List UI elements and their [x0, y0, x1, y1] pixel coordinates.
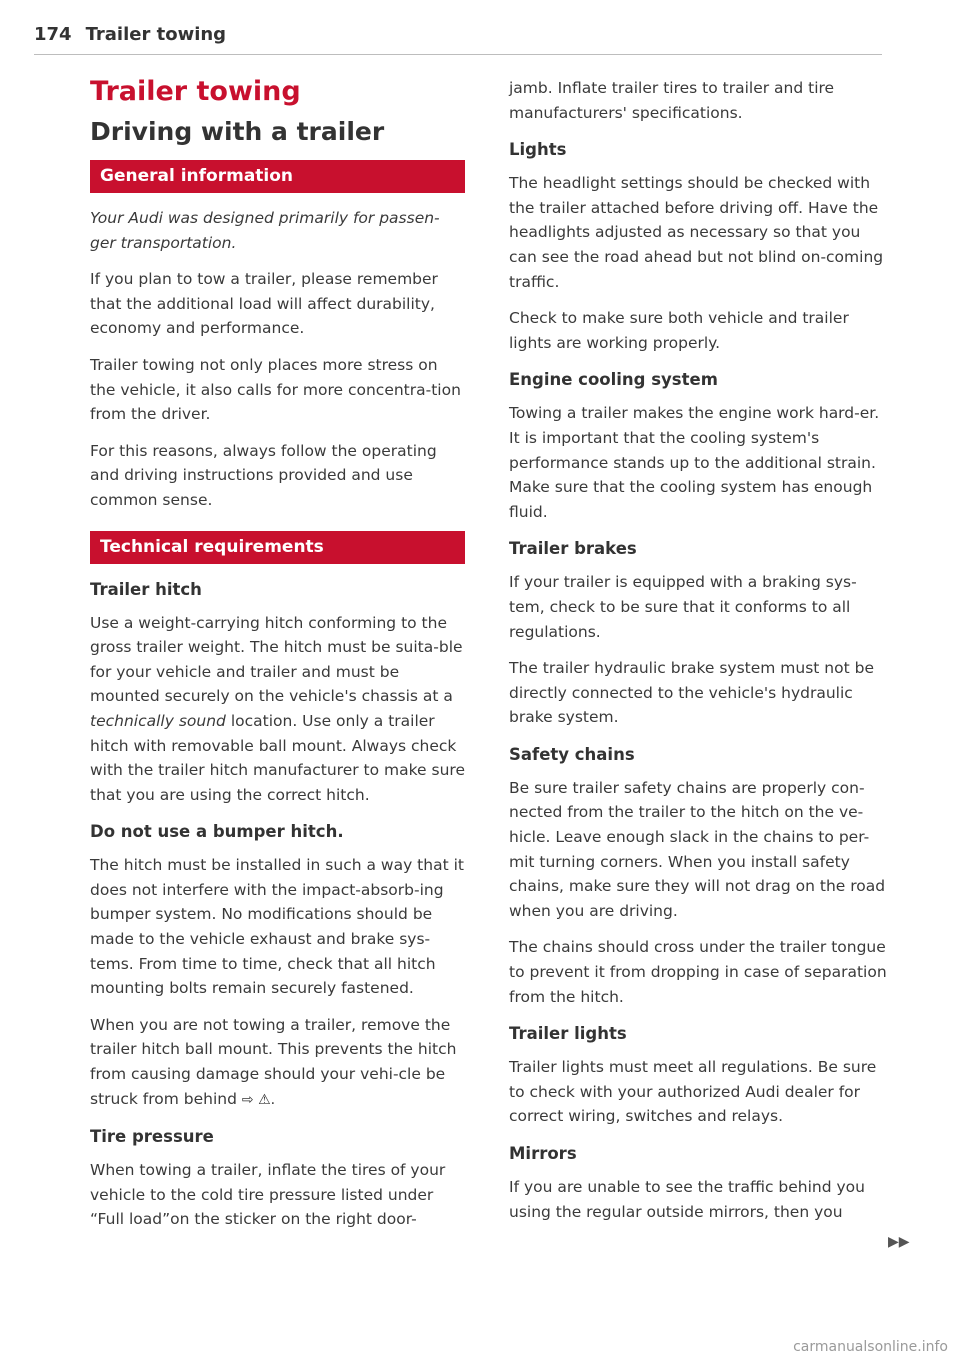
section-heading: Driving with a trailer — [90, 117, 385, 146]
tire-pressure-heading: Tire pressure — [90, 1127, 214, 1147]
general-information-bar: General information — [90, 160, 465, 193]
lights-heading: Lights — [509, 140, 567, 160]
paragraph: For this reasons, always follow the operating and driving instructions provided and use common sense. — [90, 441, 437, 509]
bumper-hitch-warning: Do not use a bumper hitch. — [90, 822, 344, 842]
paragraph: If you plan to tow a trailer, please remember that the additional load will affect durability, economy and performance. — [90, 270, 438, 338]
paragraph: When you are not towing a trailer, remove the trailer hitch ball mount. This prevents the hitch from causing damage should your vehi-cle be struck from behind ⇨ ⚠. — [90, 1013, 465, 1112]
page-number: 174 — [34, 24, 72, 45]
paragraph: The headlight settings should be checked with the trailer attached before driving off. Have the headlights adjusted as necessary so that you can see the road ahead but not blind on-coming traffic. — [509, 174, 884, 291]
continue-arrow-icon[interactable]: ▶▶ — [888, 1234, 910, 1250]
mirrors-heading: Mirrors — [509, 1144, 577, 1163]
paragraph: If your trailer is equipped with a braking sys-tem, check to be sure that it conforms to all regulations. — [509, 573, 857, 641]
paragraph: Trailer lights must meet all regulations. Be sure to check with your authorized Audi dealer for correct wiring, switches and relays. — [509, 1058, 877, 1126]
paragraph: Use a weight-carrying hitch conforming to the gross trailer weight. The hitch must be suita-ble for your vehicle and trailer and must be mounted securely on the vehicle's chassis at a technically sound location. Use only a trailer hitch with removable ball mount. Always check with the trailer hitch manufacturer to make sure that you are using the correct hitch. — [90, 613, 465, 804]
paragraph: When towing a trailer, inflate the tires of your vehicle to the cold tire pressure listed under “Full load”on the sticker on the right door- — [90, 1161, 446, 1229]
warning-reference-icon[interactable]: ⇨ ⚠. — [241, 1091, 276, 1108]
chapter-title: Trailer towing — [90, 76, 301, 107]
safety-chains-heading: Safety chains — [509, 744, 635, 764]
section-title: Trailer towing — [85, 24, 227, 45]
paragraph: Check to make sure both vehicle and trailer lights are working properly. — [509, 309, 849, 352]
engine-cooling-heading: Engine cooling system — [509, 370, 718, 390]
paragraph: If you are unable to see the traffic behind you using the regular outside mirrors, then you — [509, 1178, 865, 1221]
paragraph: Towing a trailer makes the engine work hard-er. It is important that the cooling system's performance stands up to the additional strain. Make sure that the cooling system has enough fluid. — [509, 404, 880, 521]
right-column — [509, 76, 889, 1236]
trailer-brakes-heading: Trailer brakes — [509, 539, 637, 559]
paragraph: Be sure trailer safety chains are properly con-nected from the trailer to the hitch on the ve-hicle. Leave enough slack in the chains to per-mit turning corners. When you install safety chains, make sure they will not drag on the road when you are driving. — [509, 778, 886, 920]
watermark: carmanualsonline.info — [793, 1339, 948, 1355]
running-header — [34, 24, 882, 55]
paragraph: jamb. Inflate trailer tires to trailer and tire manufacturers' specifications. — [509, 79, 835, 122]
paragraph: The hitch must be installed in such a way that it does not interfere with the impact-absorb-ing bumper system. No modifications should be made to the vehicle exhaust and brake sys-tems. From time to time, check that all hitch mounting bolts remain securely fastened. — [90, 856, 464, 998]
paragraph: The trailer hydraulic brake system must not be directly connected to the vehicle's hydraulic brake system. — [509, 659, 874, 727]
trailer-hitch-heading: Trailer hitch — [90, 579, 202, 599]
technical-requirements-bar: Technical requirements — [90, 531, 465, 564]
paragraph: Trailer towing not only places more stress on the vehicle, it also calls for more concentra-tion from the driver. — [90, 355, 461, 424]
trailer-lights-heading: Trailer lights — [509, 1024, 627, 1044]
paragraph: The chains should cross under the trailer tongue to prevent it from dropping in case of separation from the hitch. — [509, 938, 887, 1006]
intro-paragraph: Your Audi was designed primarily for passen-ger transportation. — [90, 209, 440, 252]
left-column — [90, 74, 465, 1244]
